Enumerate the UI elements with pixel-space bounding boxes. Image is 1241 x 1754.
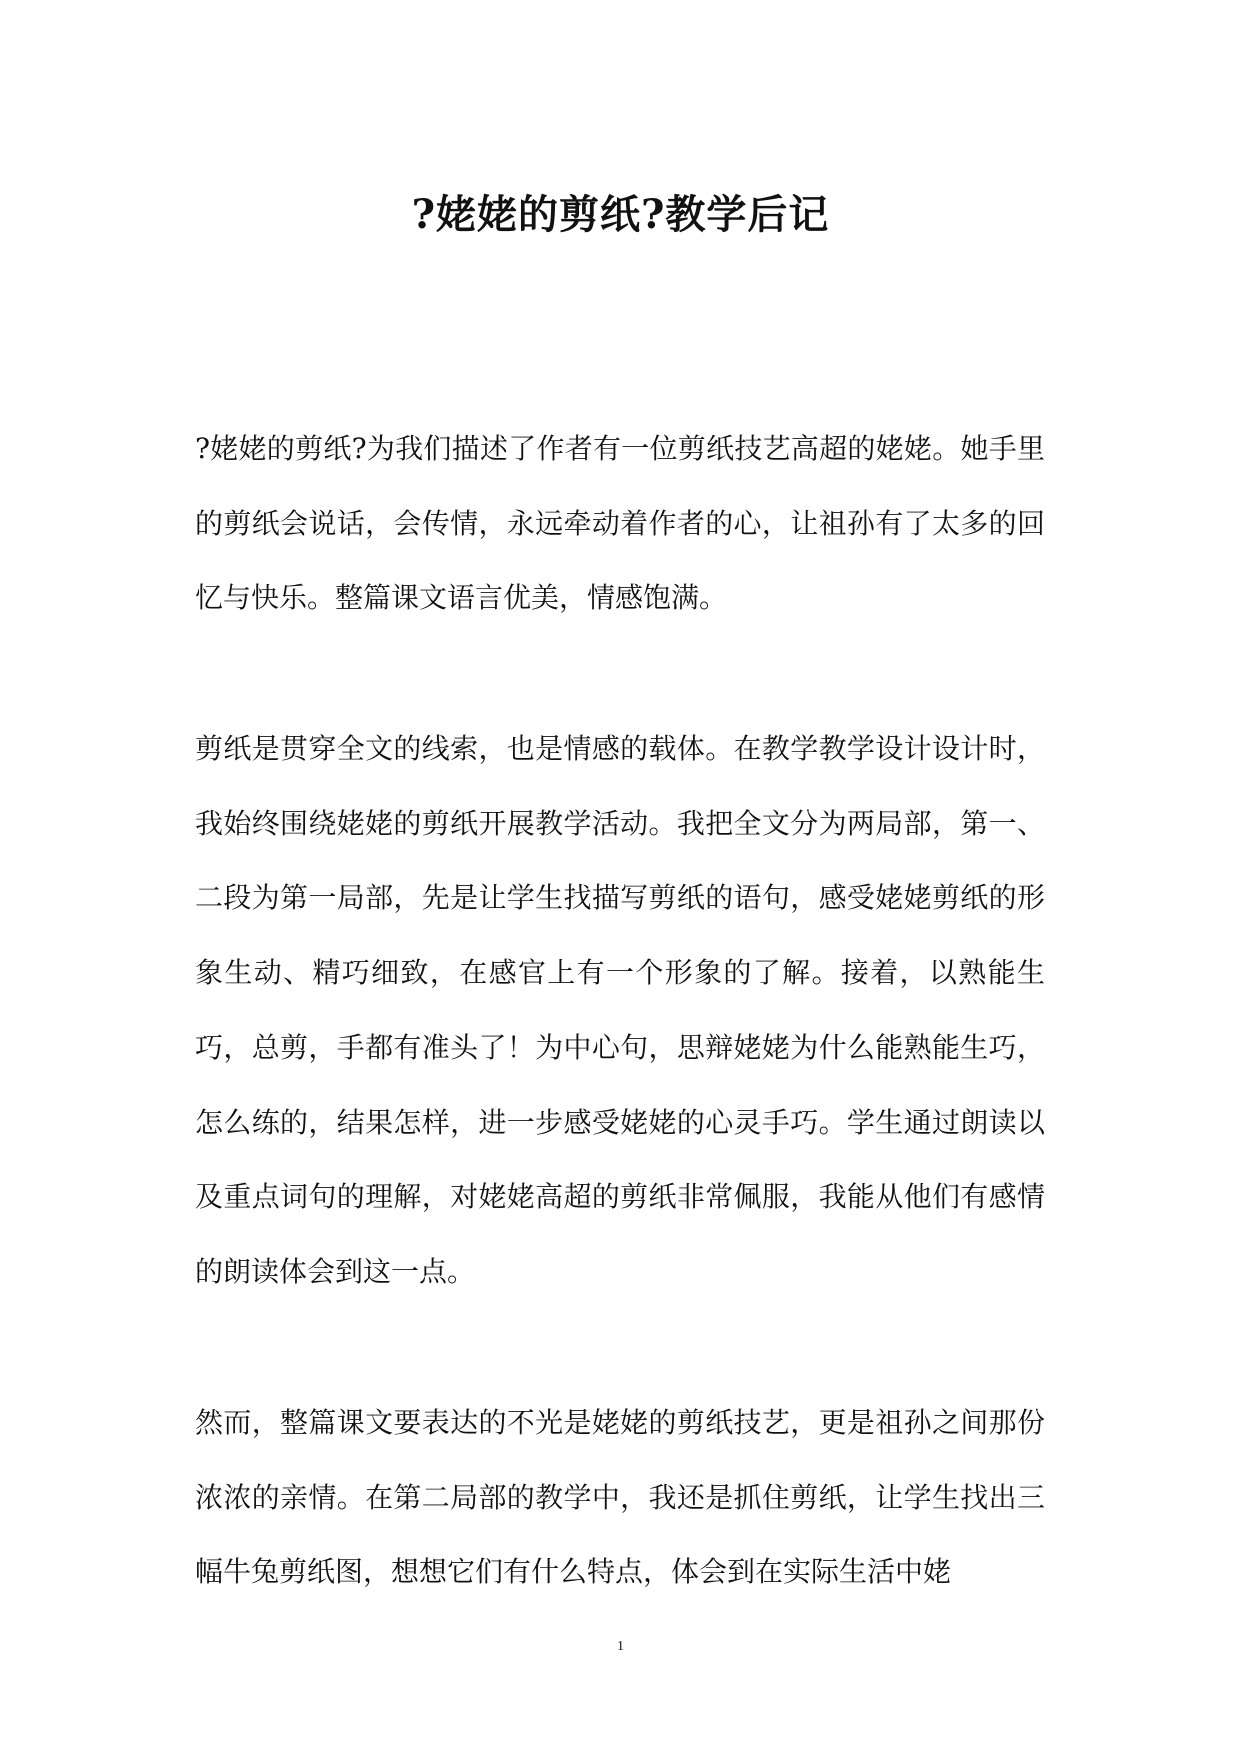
paragraph-2: 剪纸是贯穿全文的线索，也是情感的载体。在教学教学设计设计时，我始终围绕姥姥的剪纸开展教学活动。我把全文分为两局部，第一、二段为第一局部，先是让学生找描写剪纸的语句，感受姥姥剪纸的形象生动、精巧细致，在感官上有一个形象的了解。接着，以熟能生巧，总剪，手都有准头了！为中心句，思辩姥姥为什么能熟能生巧，怎么练的，结果怎样，进一步感受姥姥的心灵手巧。学生通过朗读以及重点词句的理解，对姥姥高超的剪纸非常佩服，我能从他们有感情的朗读体会到这一点。 xyxy=(195,732,1045,1288)
page-number: 1 xyxy=(617,1639,624,1654)
document-title: ?姥姥的剪纸?教学后记 xyxy=(411,190,830,238)
paragraph-1: ?姥姥的剪纸?为我们描述了作者有一位剪纸技艺高超的姥姥。她手里的剪纸会说话，会传情，永远牵动着作者的心，让祖孙有了太多的回忆与快乐。整篇课文语言优美，情感饱满。 xyxy=(195,432,1045,615)
paragraph-3: 然而，整篇课文要表达的不光是姥姥的剪纸技艺，更是祖孙之间那份浓浓的亲情。在第二局部的教学中，我还是抓住剪纸，让学生找出三幅牛兔剪纸图，想想它们有什么特点，体会到在实际生活中姥 xyxy=(195,1406,1045,1589)
